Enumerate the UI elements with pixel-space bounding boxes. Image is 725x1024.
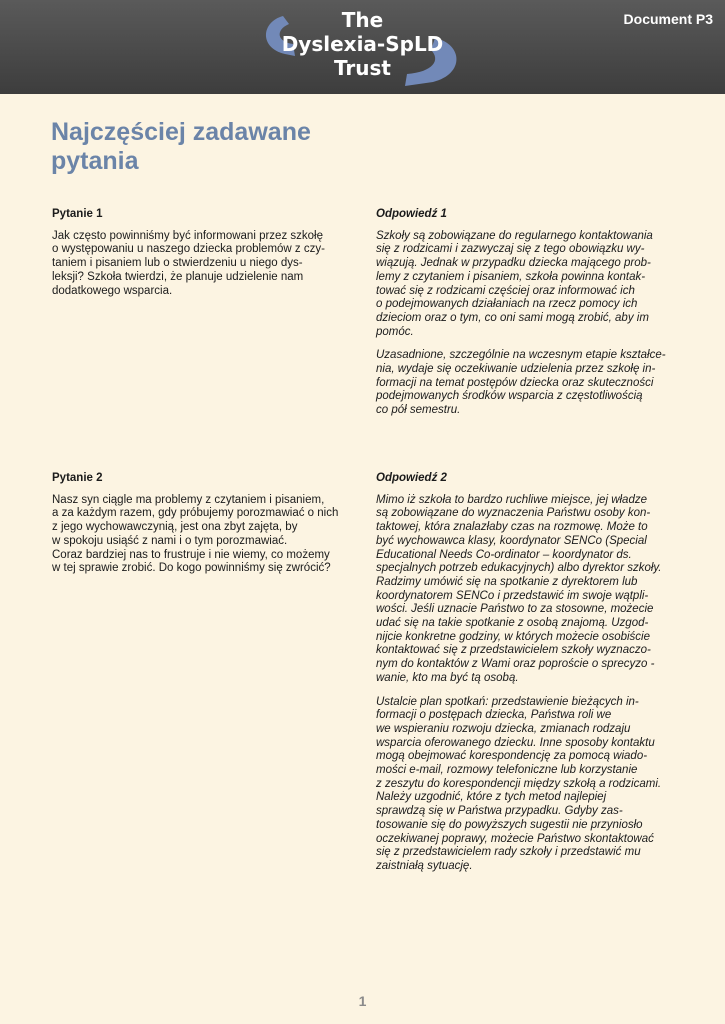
question-1-title: Pytanie 1 bbox=[52, 208, 103, 220]
question-2-title: Pytanie 2 bbox=[52, 472, 103, 484]
text-line: wiązują. Jednak w przypadku dziecka mającego prob- bbox=[376, 257, 651, 270]
answer-1-paragraph-2 bbox=[376, 349, 706, 418]
text-line: w spokoju usiąść z nami i o tym porozmawiać. bbox=[52, 534, 288, 547]
text-line: koordynatorem SENCo i przedstawić im swoje wątpli- bbox=[376, 589, 649, 602]
text-line: nijcie konkretne godziny, w których możecie osobiście bbox=[376, 630, 650, 643]
logo-line-3: Trust bbox=[333, 56, 391, 80]
page-number: 1 bbox=[358, 993, 367, 1009]
text-line: są zobowiązane do wyznaczenia Państwu osoby kon- bbox=[376, 507, 651, 520]
answer-1-paragraph-1 bbox=[376, 230, 706, 340]
text-line: kontaktować się z przedstawicielem szkoły wyznaczo- bbox=[376, 644, 651, 657]
text-line: Ustalcie plan spotkań: przedstawienie bieżących in- bbox=[376, 695, 639, 708]
text-line: w tej sprawie zrobić. Do kogo powinniśmy się zwrócić? bbox=[52, 562, 331, 575]
question-2-text bbox=[52, 494, 362, 576]
answer-2-title: Odpowiedź 2 bbox=[376, 472, 447, 484]
text-line: Radzimy umówić się na spotkanie z dyrektorem lub bbox=[376, 575, 638, 588]
text-line: Educational Needs Co-ordinator – koordynator ds. bbox=[376, 548, 632, 561]
text-line: mości e-mail, rozmowy telefoniczne lub korzystanie bbox=[376, 764, 638, 777]
logo-line-2: Dyslexia-SpLD bbox=[281, 32, 444, 56]
question-1 bbox=[52, 208, 362, 308]
answer-2 bbox=[376, 472, 706, 884]
text-line: formacji o postępach dziecka, Państwa roli we bbox=[376, 709, 612, 722]
text-line: o podejmowanych działaniach na rzecz pomocy ich bbox=[376, 298, 638, 311]
text-line: Coraz bardziej nas to frustruje i nie wiemy, co możemy bbox=[52, 548, 330, 561]
dyslexia-trust-logo bbox=[255, 4, 470, 90]
text-line: nym do kontaktów z Wami oraz poproście o sprecyzo - bbox=[376, 658, 655, 671]
page-title-line: Najczęściej zadawane bbox=[51, 118, 311, 146]
text-line: Należy uzgodnić, które z tych metod najlepiej bbox=[376, 791, 607, 804]
text-line: tować się z rodzicami częściej oraz informować ich bbox=[376, 284, 635, 297]
answer-2-paragraph-2 bbox=[376, 696, 706, 874]
logo-line-1: The bbox=[341, 8, 384, 32]
document-label: Document P3 bbox=[623, 11, 713, 27]
text-line: być wychowawca klasy, koordynator SENCo (Special bbox=[376, 534, 647, 547]
text-line: dodatkowego wsparcia. bbox=[52, 284, 173, 297]
answer-2-paragraph-1 bbox=[376, 494, 706, 686]
text-line: pomóc. bbox=[376, 325, 414, 338]
text-line: Szkoły są zobowiązane do regularnego kontaktowania bbox=[376, 229, 653, 242]
answer-1 bbox=[376, 208, 706, 428]
text-line: formacji na temat postępów dziecka oraz skuteczności bbox=[376, 376, 654, 389]
text-line: Uzasadnione, szczególnie na wczesnym etapie kształce- bbox=[376, 349, 666, 362]
text-line: taktowej, która znalazłaby czas na rozmowę. Może to bbox=[376, 521, 648, 534]
text-line: nia, wydaje się oczekiwanie udzielenia przez szkołę in- bbox=[376, 363, 656, 376]
text-line: oczekiwanej poprawy, możecie Państwo skontaktować bbox=[376, 832, 654, 845]
page-title-line: pytania bbox=[51, 147, 139, 175]
text-line: Nasz syn ciągle ma problemy z czytaniem i pisaniem, bbox=[52, 493, 325, 506]
text-line: się z rodzicami i zazwyczaj się z tego obowiązku wy- bbox=[376, 243, 645, 256]
text-line: specjalnych potrzeb edukacyjnych) albo dyrektor szkoły. bbox=[376, 562, 662, 575]
text-line: się z przedstawicielem rady szkoły i przedstawić mu bbox=[376, 846, 641, 859]
text-line: tosowanie się do powyższych sugestii nie przyniosło bbox=[376, 818, 643, 831]
text-line: co pół semestru. bbox=[376, 404, 461, 417]
text-line: sprawdzą się w Państwa przypadku. Gdyby zas- bbox=[376, 805, 623, 818]
text-line: o występowaniu u naszego dziecka problemów z czy- bbox=[52, 243, 325, 256]
text-line: Jak często powinniśmy być informowani przez szkołę bbox=[52, 229, 323, 242]
text-line: z zeszytu do korespondencji między szkołą a rodzicami. bbox=[376, 777, 662, 790]
text-line: lemy z czytaniem i pisaniem, szkoła powinna kontak- bbox=[376, 270, 646, 283]
text-line: dzieciom oraz o tym, co oni sami mogą zrobić, aby im bbox=[376, 311, 649, 324]
header-bar bbox=[0, 0, 725, 94]
question-1-text bbox=[52, 230, 362, 299]
text-line: wsparcia oferowanego dziecku. Inne sposoby kontaktu bbox=[376, 736, 655, 749]
text-line: udać się na takie spotkanie z osobą znajomą. Uzgod- bbox=[376, 617, 649, 630]
answer-1-title: Odpowiedź 1 bbox=[376, 208, 447, 220]
text-line: podejmowanych środków wsparcia z częstotliwością bbox=[376, 390, 643, 403]
text-line: wanie, kto ma być tą osobą. bbox=[376, 671, 519, 684]
text-line: we wspieraniu rozwoju dziecka, zmianach rodzaju bbox=[376, 722, 631, 735]
text-line: wości. Jeśli uznacie Państwo to za stosowne, możecie bbox=[376, 603, 654, 616]
text-line: Mimo iż szkoła to bardzo ruchliwe miejsce, jej władze bbox=[376, 493, 647, 506]
text-line: mogą obejmować korespondencję za pomocą wiado- bbox=[376, 750, 648, 763]
text-line: leksji? Szkoła twierdzi, że planuje udzielenie nam bbox=[52, 270, 304, 283]
text-line: zaistniałą sytuację. bbox=[376, 859, 473, 872]
text-line: taniem i pisaniem lub o stwierdzeniu u niego dys- bbox=[52, 257, 303, 270]
page-title bbox=[51, 118, 411, 176]
question-2 bbox=[52, 472, 362, 586]
text-line: z jego wychowawczynią, jest ona zbyt zajęta, by bbox=[52, 521, 298, 534]
text-line: a za każdym razem, gdy próbujemy porozmawiać o nich bbox=[52, 507, 339, 520]
